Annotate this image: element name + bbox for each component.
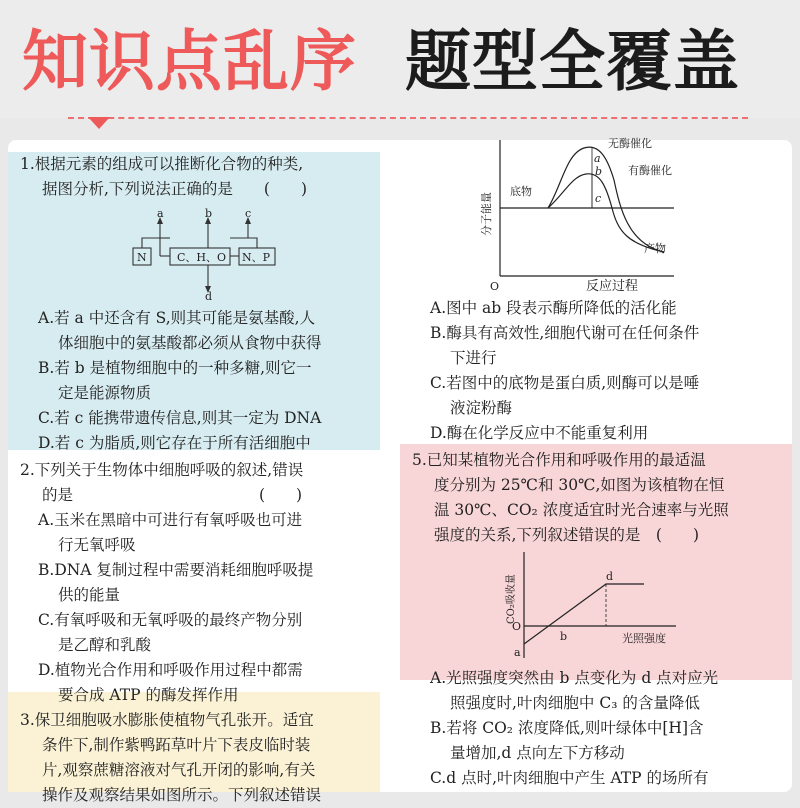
diagram-label-b: b [205, 207, 213, 220]
q5-option-b: B.若将 CO₂ 浓度降低,则叶绿体中[H]含 [430, 719, 704, 737]
q1-option-c: C.若 c 能携带遗传信息,则其一定为 DNA [38, 409, 322, 427]
q2-stem-line: 的是 ( ) [42, 486, 303, 504]
q5-photosynthesis-graph [494, 546, 694, 660]
label-substrate: 底物 [510, 185, 532, 198]
point-label-b: b [595, 165, 603, 178]
graph-origin-label: O [490, 280, 500, 293]
down-arrow-icon [88, 117, 110, 129]
q1-element-diagram [120, 207, 280, 303]
q2-option-b-cont: 供的能量 [58, 586, 121, 604]
diagram-box-label: N、P [242, 251, 271, 264]
q5-option-b-cont: 量增加,d 点向左下方移动 [450, 744, 625, 762]
q1-option-b: B.若 b 是植物细胞中的一种多糖,则它一 [38, 359, 312, 377]
q4-option-c: C.若图中的底物是蛋白质,则酶可以是唾 [430, 374, 700, 392]
q2-option-d: D.植物光合作用和呼吸作用过程中都需 [38, 661, 303, 679]
q1-option-a: A.若 a 中还含有 S,则其可能是氨基酸,人 [38, 309, 316, 327]
q2-stem-line: 2.下列关于生物体中细胞呼吸的叙述,错误 [20, 461, 304, 479]
point-label-c: c [595, 192, 602, 205]
q1-stem-line: 1.根据元素的组成可以推断化合物的种类, [20, 155, 304, 173]
point-label-a: a [594, 152, 601, 165]
q3-stem-line: 片,观察蔗糖溶液对气孔开闭的影响,有关 [42, 761, 316, 779]
question-3 [20, 708, 321, 808]
graph-y-label: CO₂吸收量 [506, 574, 517, 624]
diagram-label-d: d [205, 290, 213, 303]
q4-option-b: B.酶具有高效性,细胞代谢可在任何条件 [430, 324, 700, 342]
question-1 [20, 152, 307, 202]
title-banner [0, 0, 800, 118]
q2-option-c-cont: 是乙醇和乳酸 [58, 636, 152, 654]
q4-options [412, 296, 699, 446]
q2-option-d-cont: 要合成 ATP 的酶发挥作用 [58, 686, 239, 704]
point-label-b: b [560, 630, 568, 643]
q5-option-a: A.光照强度突然由 b 点变化为 d 点对应光 [430, 669, 719, 687]
graph-x-label: 光照强度 [622, 632, 666, 645]
q4-option-b-cont: 下进行 [450, 349, 497, 367]
q5-stem-line: 强度的关系,下列叙述错误的是 ( ) [434, 526, 700, 544]
diagram-label-c: c [245, 207, 252, 220]
label-no-enzyme: 无酶催化 [608, 137, 652, 150]
diagram-box-label: N [137, 251, 147, 264]
q3-stem-line: 操作及观察结果如图所示。下列叙述错误 [42, 786, 322, 804]
graph-y-label: 分子能量 [480, 192, 493, 236]
q5-stem-line: 度分别为 25℃和 30℃,如图为该植物在恒 [434, 476, 725, 494]
q2-option-a: A.玉米在黑暗中可进行有氧呼吸也可进 [38, 511, 303, 529]
graph-x-label: 反应过程 [586, 279, 639, 294]
q1-options [20, 306, 322, 456]
q1-option-a-cont: 体细胞中的氨基酸都必须从食物中获得 [58, 334, 322, 352]
q4-option-c-cont: 液淀粉酶 [450, 399, 513, 417]
q2-option-a-cont: 行无氧呼吸 [58, 536, 136, 554]
q2-option-c: C.有氧呼吸和无氧呼吸的最终产物分别 [38, 611, 303, 629]
point-label-a: a [514, 646, 521, 659]
q1-option-b-cont: 定是能源物质 [58, 384, 152, 402]
label-with-enzyme: 有酶催化 [628, 164, 672, 177]
diagram-label-a: a [157, 207, 164, 220]
q1-option-d: D.若 c 为脂质,则它存在于所有活细胞中 [38, 434, 311, 452]
diagram-box-label: C、H、O [177, 251, 227, 264]
label-product: 产物 [644, 242, 666, 255]
q5-stem-line: 温 30℃、CO₂ 浓度适宜时光合速率与光照 [434, 501, 729, 519]
q3-stem-line: 3.保卫细胞吸水膨胀使植物气孔张开。适宜 [20, 711, 314, 729]
q5-option-c: C.d 点时,叶肉细胞中产生 ATP 的场所有 [430, 769, 709, 787]
q4-option-a: A.图中 ab 段表示酶所降低的活化能 [430, 299, 677, 317]
dashed-divider [68, 117, 748, 119]
uncatalyzed-curve [548, 147, 664, 252]
q5-options [412, 666, 718, 791]
graph-origin-label: O [512, 620, 522, 633]
q4-option-d: D.酶在化学反应中不能重复利用 [430, 424, 649, 442]
q3-stem-line: 条件下,制作紫鸭跖草叶片下表皮临时装 [42, 736, 311, 754]
q5-stem-line: 5.已知某植物光合作用和呼吸作用的最适温 [412, 451, 706, 469]
q5-option-a-cont: 照强度时,叶肉细胞中 C₃ 的含量降低 [450, 694, 700, 712]
q4-energy-graph [478, 137, 678, 294]
exam-paper [8, 137, 792, 804]
q2-option-b: B.DNA 复制过程中需要消耗细胞呼吸提 [38, 561, 314, 579]
question-2 [20, 458, 313, 708]
catalyzed-curve [548, 174, 664, 252]
q1-stem-line: 据图分析,下列说法正确的是 ( ) [42, 180, 308, 198]
right-column [408, 137, 784, 792]
banner-right-title: 题型全覆盖 [405, 23, 740, 100]
point-label-d: d [606, 570, 614, 583]
question-5 [412, 448, 729, 548]
banner-left-title: 知识点乱序 [22, 23, 357, 100]
